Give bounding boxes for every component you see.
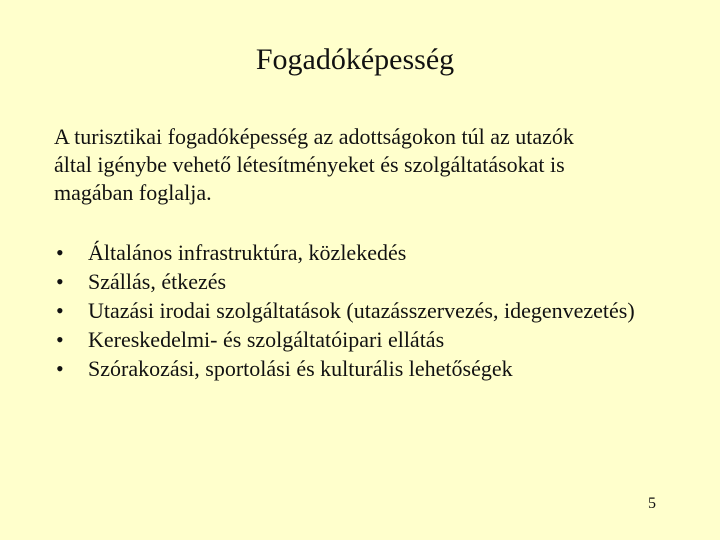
paragraph-line: A turisztikai fogadóképesség az adottságokon túl az utazók [54,124,574,149]
bullet-icon: • [56,269,64,294]
bullet-text: Kereskedelmi- és szolgáltatóipari ellátás [88,327,445,352]
bullet-icon: • [56,356,64,381]
bullet-item [54,238,635,267]
intro-paragraph [54,123,674,207]
bullet-text: Szállás, étkezés [88,269,227,294]
bullet-text: Szórakozási, sportolási és kulturális lehetőségek [88,356,513,381]
bullet-item [54,296,635,325]
bullet-item [54,325,635,354]
paragraph-line: magában foglalja. [54,180,212,205]
page-number: 5 [648,495,656,512]
bullet-list [54,238,635,383]
bullet-text: Utazási irodai szolgáltatások (utazásszervezés, idegenvezetés) [88,298,635,323]
paragraph-line: által igénybe vehető létesítményeket és szolgáltatásokat is [54,152,565,177]
bullet-icon: • [56,240,64,265]
bullet-icon: • [56,327,64,352]
bullet-icon: • [56,298,64,323]
bullet-item [54,354,635,383]
bullet-text: Általános infrastruktúra, közlekedés [88,240,407,265]
bullet-item [54,267,635,296]
slide-title: Fogadóképesség [255,43,455,76]
